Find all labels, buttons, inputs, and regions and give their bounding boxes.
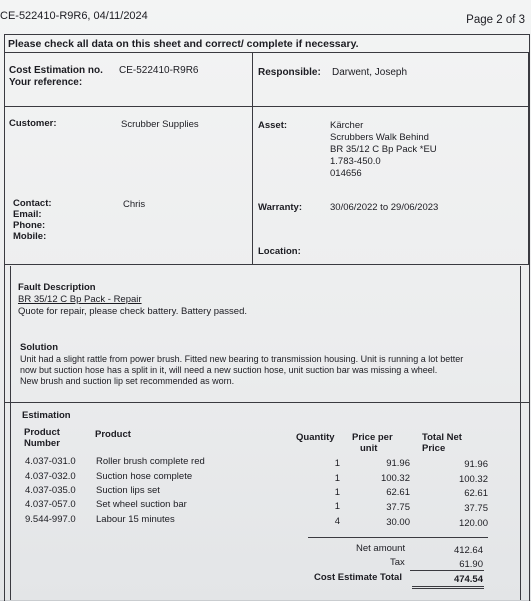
col-header-product-number: Number [24,438,60,449]
responsible-value: Darwent, Joseph [332,67,408,78]
customer-value: Scrubber Supplies [121,119,199,130]
warranty-value: 30/06/2022 to 29/06/2023 [330,202,439,213]
asset-line: 014656 [330,168,362,179]
total-double-rule [412,588,484,589]
row-price: 91.96 [386,458,410,469]
your-reference-label: Your reference: [9,77,83,88]
contact-label: Contact: [13,198,52,209]
phone-label: Phone: [13,220,46,231]
page-number: Page 2 of 3 [466,14,525,26]
col-header-total: Total Net [422,432,462,443]
customer-label: Customer: [9,118,57,129]
cost-estimate-total-value: 474.54 [453,574,483,585]
row-price: 37.75 [386,502,410,513]
contact-value: Chris [123,199,146,210]
cost-estimate-total-label: Cost Estimate Total [314,572,402,583]
row-product: Suction hose complete [96,471,193,482]
col-header-total: Price [422,443,446,454]
tax-label: Tax [390,557,405,568]
section-border [10,266,11,600]
email-label: Email: [13,209,42,220]
col-header-product-number: Product [24,427,60,438]
divider [4,402,529,403]
net-amount-label: Net amount [356,543,406,554]
tax-rule [410,570,484,571]
document-reference: CE-522410-R9R6, 04/11/2024 [0,10,148,22]
col-header-price: unit [360,443,378,454]
responsible-label: Responsible: [258,67,321,78]
net-amount-value: 412.64 [453,545,483,556]
section-border [520,266,521,600]
row-product: Roller brush complete red [96,456,205,467]
divider [4,106,529,107]
row-quantity: 1 [334,473,340,484]
tax-value: 61.90 [459,559,483,570]
row-price: 30.00 [386,517,410,528]
solution-title: Solution [20,342,58,353]
asset-line: Kärcher [330,120,364,131]
cost-estimation-label: Cost Estimation no. [9,65,103,76]
solution-line: New brush and suction lip set recommended as worn. [20,376,235,386]
row-total: 91.96 [464,459,488,470]
row-quantity: 1 [334,501,340,512]
instruction-text: Please check all data on this sheet and correct/ complete if necessary. [8,38,359,50]
cost-estimation-value: CE-522410-R9R6 [119,65,199,76]
estimation-title: Estimation [22,410,71,421]
row-total: 120.00 [458,518,488,529]
col-header-product: Product [95,429,131,440]
column-divider [528,52,529,264]
asset-line: BR 35/12 C Bp Pack *EU [330,144,437,155]
solution-line: now but suction hose has a split in it, will need a new suction hose, unit suction bar was missing a wheel. [20,365,438,375]
column-divider [252,52,253,264]
row-total: 62.61 [464,488,488,499]
row-quantity: 1 [334,487,340,498]
row-product: Set wheel suction bar [96,499,187,510]
row-product: Labour 15 minutes [96,514,175,525]
divider [4,264,529,265]
asset-label: Asset: [258,120,288,131]
asset-line: Scrubbers Walk Behind [330,132,429,143]
row-quantity: 1 [334,458,340,469]
row-product-number: 9.544-997.0 [25,514,76,525]
fault-title: Fault Description [18,282,96,293]
row-quantity: 4 [334,516,340,527]
row-price: 100.32 [380,473,410,484]
asset-line: 1.783-450.0 [330,156,381,167]
col-header-quantity: Quantity [296,432,335,443]
row-product-number: 4.037-035.0 [25,485,76,496]
totals-rule [308,537,488,538]
row-price: 62.61 [386,487,410,498]
row-product: Suction lips set [96,485,160,496]
row-product-number: 4.037-057.0 [25,499,76,510]
col-header-price: Price per [352,432,393,443]
fault-text: Quote for repair, please check battery. Battery passed. [18,306,248,317]
row-total: 37.75 [464,503,488,514]
mobile-label: Mobile: [13,231,47,242]
row-product-number: 4.037-032.0 [25,471,76,482]
location-label: Location: [258,246,301,257]
row-product-number: 4.037-031.0 [25,456,76,467]
fault-link[interactable]: BR 35/12 C Bp Pack - Repair [18,294,142,305]
total-double-rule [412,586,484,587]
warranty-label: Warranty: [258,202,302,213]
solution-line: Unit had a slight rattle from power brush. Fitted new bearing to transmission housing. Unit is running a lot better [20,354,464,364]
divider [4,52,529,53]
row-total: 100.32 [458,474,488,485]
